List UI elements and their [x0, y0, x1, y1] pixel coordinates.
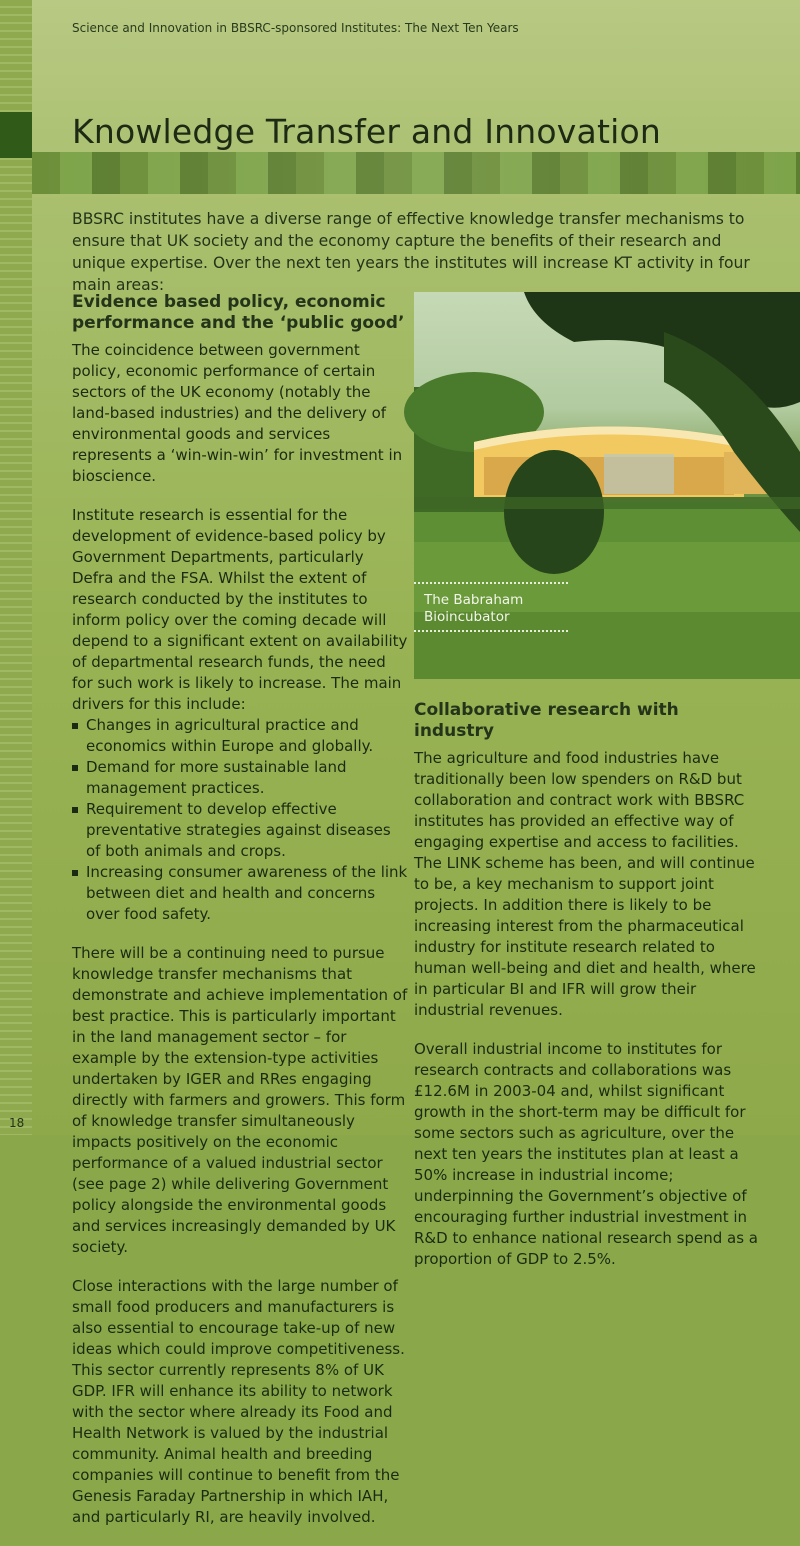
decorative-banner — [32, 152, 800, 194]
left-margin-strip — [0, 0, 32, 1135]
caption-line-2: Bioincubator — [424, 609, 510, 625]
photo-caption — [414, 580, 568, 636]
left-paragraph-3: There will be a continuing need to pursue knowledge transfer mechanisms that demonstrate and achieve implementation of best practice. This is particularly important in the land management sector – for example by the extension-type activities undertaken by IGER and RRes engaging directly with farmers and growers. This form of knowledge transfer simultaneously impacts positively on the economic performance of a valued industrial sector (see page 2) while delivering Government policy alongside the environmental goods and services increasingly demanded by UK society. — [72, 944, 408, 1256]
section-marker — [0, 112, 32, 158]
left-heading: Evidence based policy, economic performance and the ‘public good’ — [72, 292, 405, 333]
list-item: Demand for more sustainable land management practices. — [72, 757, 408, 799]
left-paragraph-4: Close interactions with the large number of small food producers and manufacturers is also essential to encourage take-up of new ideas which could improve competitiveness. This sector currently represents 8% of UK GDP. IFR will enhance its ability to network with the sector where already its Food and Health Network is valued by the industrial community. Animal health and breeding companies will continue to benefit from the Genesis Faraday Partnership in which IAH, and particularly RI, are heavily involved. — [72, 1277, 405, 1526]
left-paragraph-2: Institute research is essential for the development of evidence-based policy by Government Departments, particularly Defra and the FSA. Whilst the extent of research conducted by the institutes to inform policy over the coming decade will depend to a significant extent on availability of departmental research funds, the need for such work is likely to increase. The main drivers for this include: — [72, 506, 408, 713]
caption-dotted-rule — [414, 582, 568, 584]
intro-paragraph: BBSRC institutes have a diverse range of effective knowledge transfer mechanisms to ensure that UK society and the economy capture the benefits of their research and unique expertise. Over the next ten years the institutes will increase KT activity in four main areas: — [72, 210, 750, 294]
list-item: Changes in agricultural practice and economics within Europe and globally. — [72, 715, 408, 757]
left-column — [72, 292, 408, 1546]
drivers-list — [72, 715, 408, 925]
right-column — [414, 700, 758, 1288]
page-number: 18 — [9, 1116, 25, 1130]
list-item: Requirement to develop effective preventative strategies against diseases of both animals and crops. — [72, 799, 408, 862]
babraham-bioincubator-photo — [414, 292, 800, 679]
right-heading: Collaborative research with industry — [414, 700, 679, 741]
running-header: Science and Innovation in BBSRC-sponsored Institutes: The Next Ten Years — [72, 21, 519, 35]
left-paragraph-1: The coincidence between government policy, economic performance of certain sectors of the UK economy (notably the land-based industries) and the delivery of environmental goods and services represents a ‘win-win-win’ for investment in bioscience. — [72, 341, 403, 485]
caption-line-1: The Babraham — [424, 592, 524, 608]
right-paragraph-2: Overall industrial income to institutes for research contracts and collaborations was £12.6M in 2003-04 and, whilst significant growth in the short-term may be difficult for some sectors such as agriculture, over the next ten years the institutes plan at least a 50% increase in industrial income; underpinning the Government’s objective of encouraging further industrial investment in R&D to enhance national research spend as a proportion of GDP to 2.5%. — [414, 1040, 758, 1268]
right-paragraph-1: The agriculture and food industries have traditionally been low spenders on R&D but collaboration and contract work with BBSRC institutes has provided an effective way of engaging expertise and access to facilities. The LINK scheme has been, and will continue to be, a key mechanism to support joint projects. In addition there is likely to be increasing interest from the pharmaceutical industry for institute research related to human well-being and diet and health, where in particular BI and IFR will grow their industrial revenues. — [414, 749, 756, 1019]
caption-dotted-rule — [414, 630, 568, 632]
list-item: Increasing consumer awareness of the link between diet and health and concerns over food safety. — [72, 862, 408, 925]
section-title: Knowledge Transfer and Innovation — [72, 112, 661, 151]
